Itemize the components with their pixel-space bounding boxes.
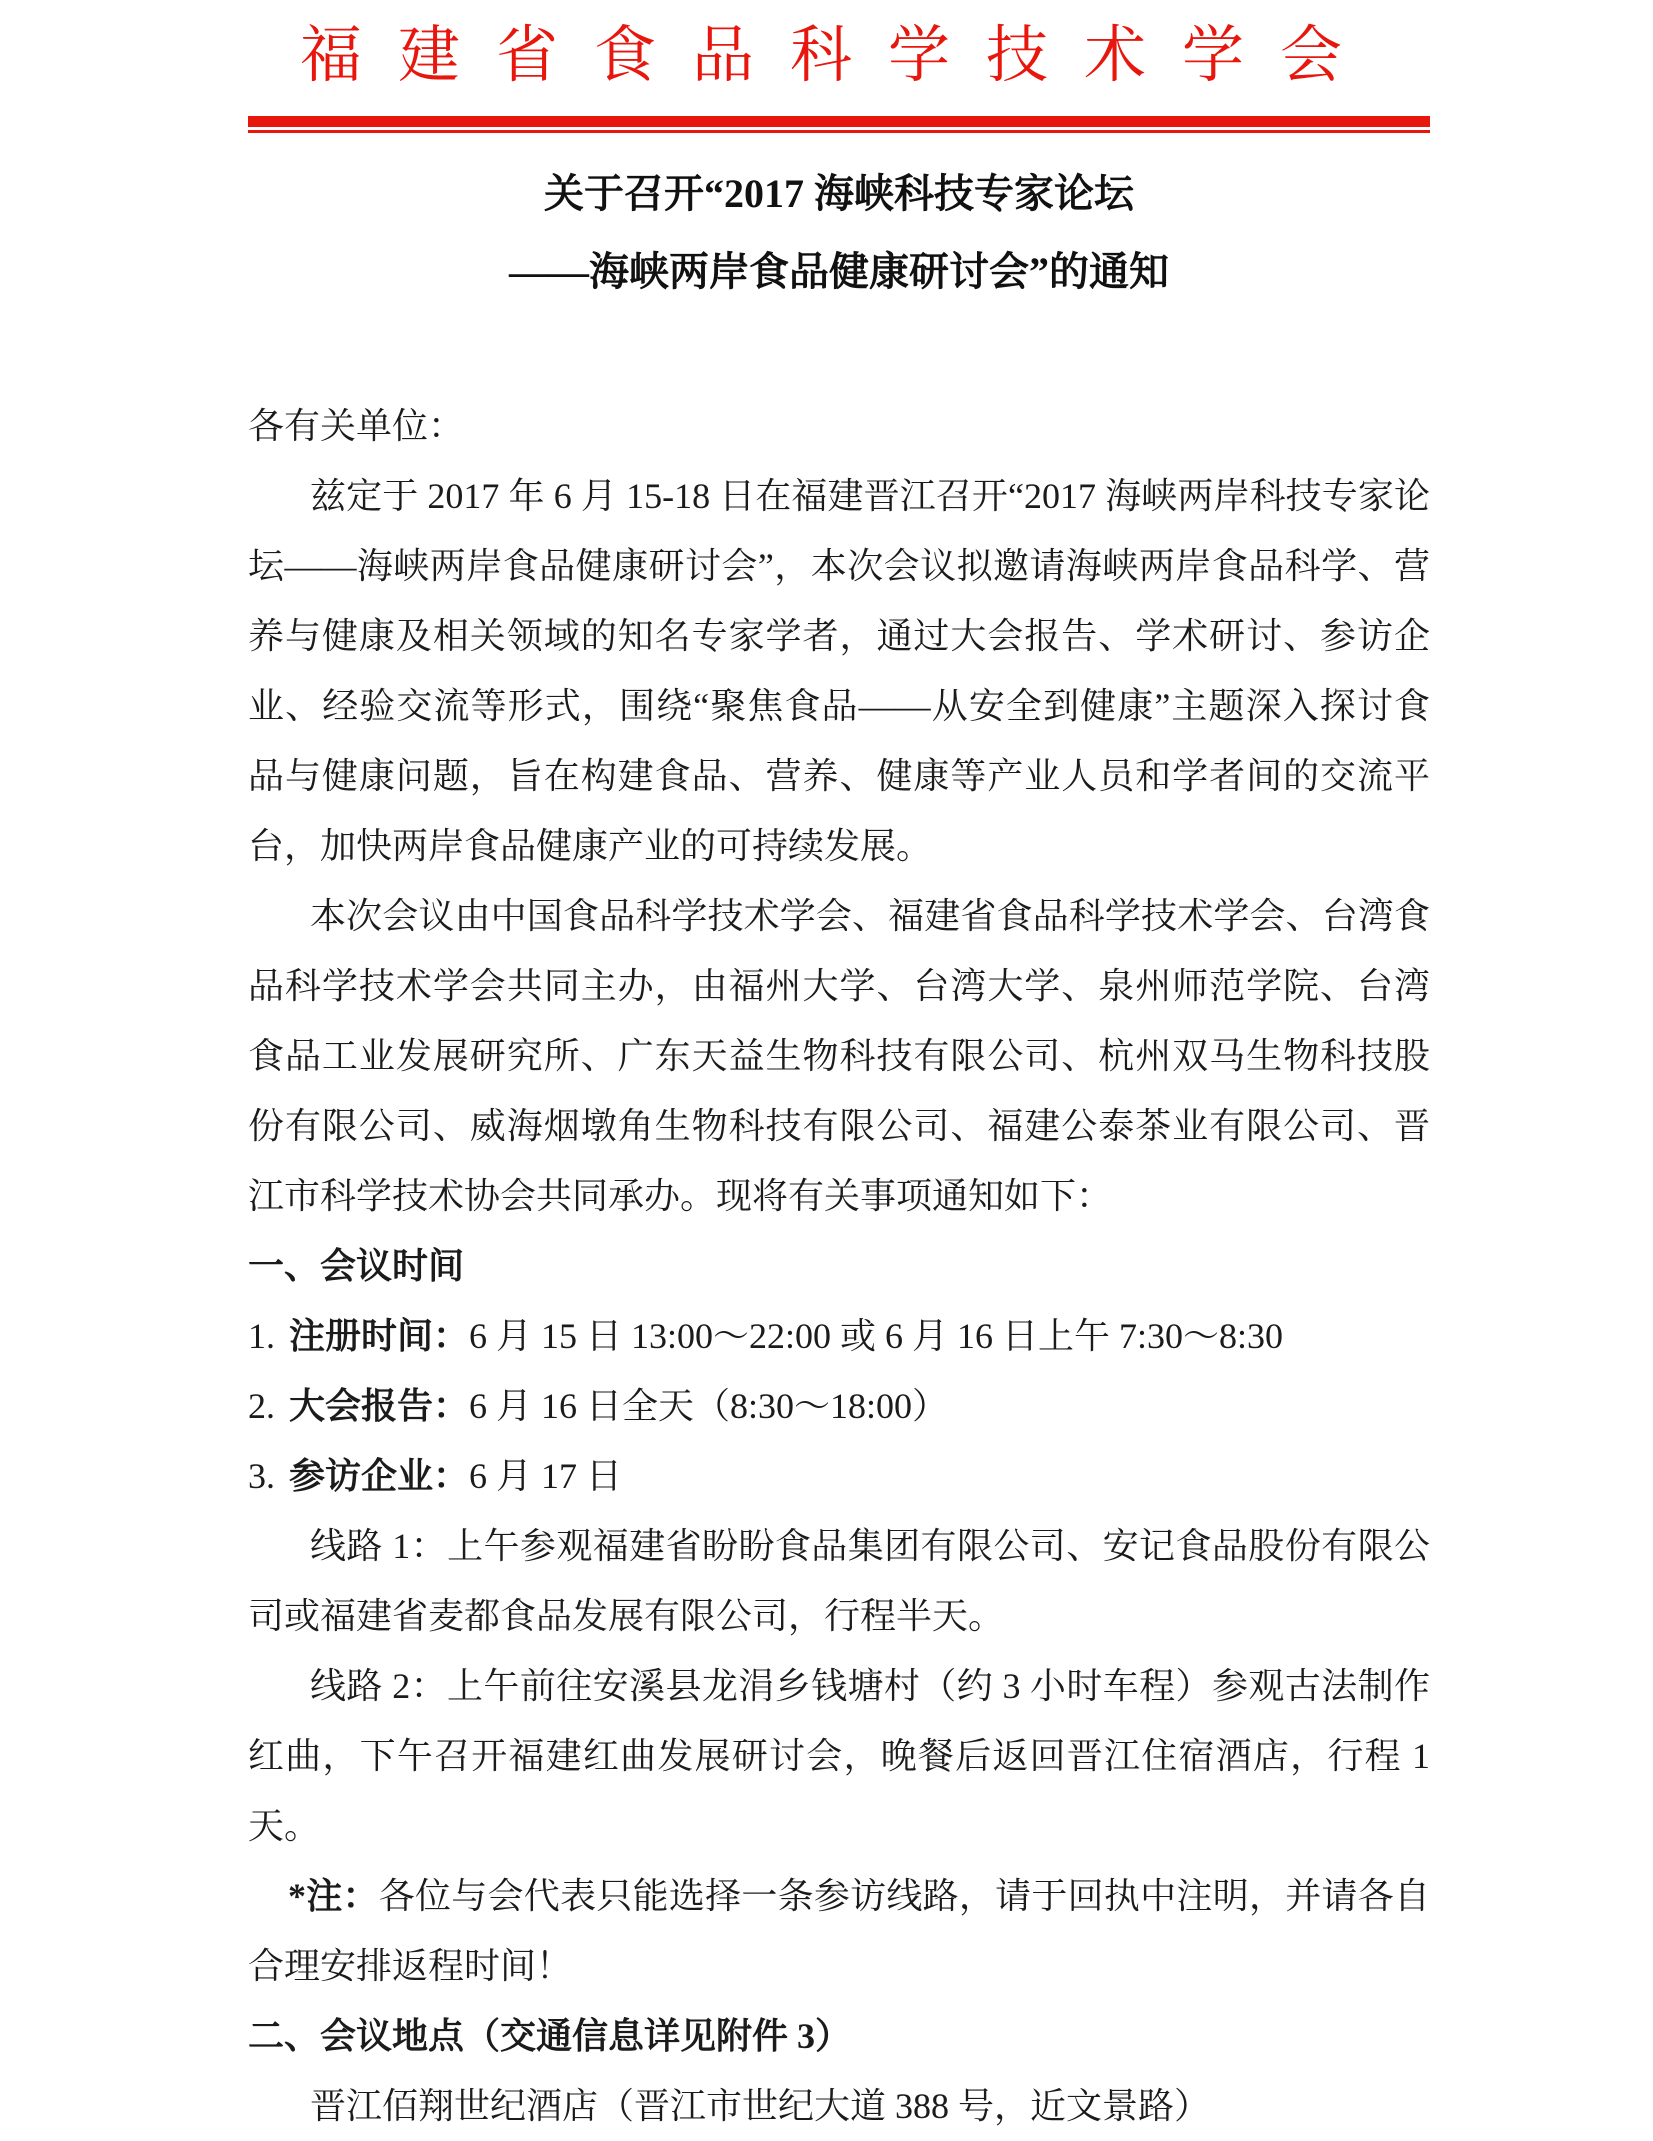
section-1-heading: 一、会议时间 xyxy=(248,1246,465,1286)
item-text: 6 月 15 日 13:00～22:00 或 6 月 16 日上午 7:30～8:30 xyxy=(469,1316,1284,1356)
note-label: *注： xyxy=(288,1876,379,1916)
document-body xyxy=(248,391,1430,2141)
note-text: 各位与会代表只能选择一条参访线路，请于回执中注明，并请各自合理安排返程时间！ xyxy=(248,1876,1430,1986)
schedule-item-plenary xyxy=(248,1371,1430,1441)
item-label: 大会报告： xyxy=(289,1386,470,1426)
item-label: 注册时间： xyxy=(289,1316,470,1356)
route-2: 线路 2：上午前往安溪县龙涓乡钱塘村（约 3 小时车程）参观古法制作红曲，下午召开福建红曲发展研讨会，晚餐后返回晋江住宿酒店，行程 1 天。 xyxy=(248,1666,1430,1846)
letterhead xyxy=(248,0,1430,133)
item-number: 2. xyxy=(248,1386,275,1426)
item-label: 参访企业： xyxy=(289,1456,470,1496)
paragraph-intro: 兹定于 2017 年 6 月 15-18 日在福建晋江召开“2017 海峡两岸科技专家论坛——海峡两岸食品健康研讨会”，本次会议拟邀请海峡两岸食品科学、营养与健康及相关领域的知名专家学者，通过大会报告、学术研讨、参访企业、经验交流等形式，围绕“聚焦食品——从安全到健康”主题深入探讨食品与健康问题，旨在构建食品、营养、健康等产业人员和学者间的交流平台，加快两岸食品健康产业的可持续发展。 xyxy=(248,476,1430,866)
paragraph-organizers: 本次会议由中国食品科学技术学会、福建省食品科学技术学会、台湾食品科学技术学会共同主办，由福州大学、台湾大学、泉州师范学院、台湾食品工业发展研究所、广东天益生物科技有限公司、杭州双马生物科技股份有限公司、威海烟墩角生物科技有限公司、福建公泰茶业有限公司、晋江市科学技术协会共同承办。现将有关事项通知如下： xyxy=(248,896,1430,1216)
document-title xyxy=(248,155,1430,311)
route-note xyxy=(248,1861,1430,2001)
title-line-1: 关于召开“2017 海峡科技专家论坛 xyxy=(544,171,1134,216)
item-text: 6 月 17 日 xyxy=(469,1456,623,1496)
schedule-item-registration xyxy=(248,1301,1430,1371)
route-1: 线路 1：上午参观福建省盼盼食品集团有限公司、安记食品股份有限公司或福建省麦都食品发展有限公司，行程半天。 xyxy=(248,1526,1430,1636)
item-text: 6 月 16 日全天（8:30～18:00） xyxy=(469,1386,949,1426)
venue-line: 晋江佰翔世纪酒店（晋江市世纪大道 388 号，近文景路） xyxy=(310,2086,1211,2126)
schedule-item-company-visit xyxy=(248,1441,1430,1511)
item-number: 1. xyxy=(248,1316,275,1356)
section-2-heading: 二、会议地点（交通信息详见附件 3） xyxy=(248,2016,852,2056)
title-line-2: ——海峡两岸食品健康研讨会”的通知 xyxy=(509,249,1169,294)
item-number: 3. xyxy=(248,1456,275,1496)
letterhead-divider xyxy=(248,116,1430,133)
salutation: 各有关单位： xyxy=(248,406,465,446)
organization-name: 福建省食品科学技术学会 xyxy=(299,22,1378,90)
document-sheet xyxy=(248,0,1430,2141)
